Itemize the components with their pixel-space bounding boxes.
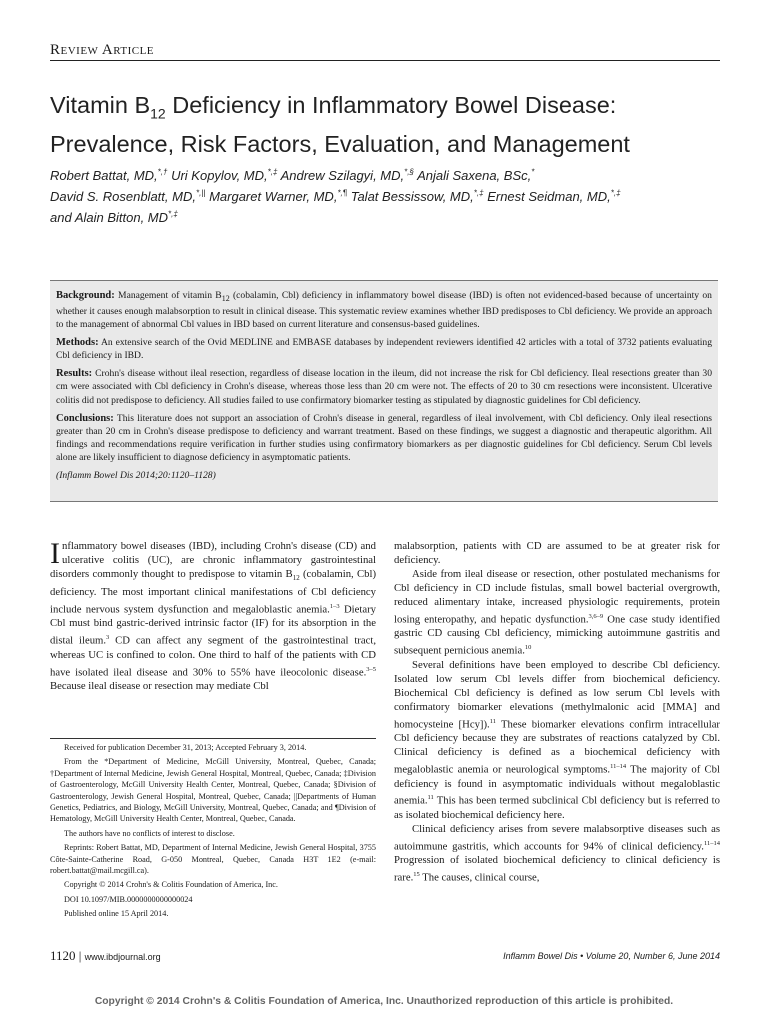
- author: Anjali Saxena, BSc,*: [417, 168, 535, 184]
- footer-divider: |: [78, 948, 82, 963]
- footnote-doi: DOI 10.1097/MIB.0000000000000024: [64, 894, 193, 904]
- footnote-affiliations: From the *Department of Medicine, McGill University, Montreal, Quebec, Canada; †Department of Internal Medicine, Jewish General Hospital, Montreal, Quebec, Canada; ‡Division of Gastroenterology, McGill University Health Center, Montreal, Quebec, Canada; §Division of Gastroenterology, Jewish General Hospital, Montreal, Quebec, Canada; ||Departments of Human Genetics, Pediatrics, and Biology, McGill University, Montreal, Quebec, Canada; and ¶Division of Hematology, McGill University Health Center, Montreal, Quebec, Canada.: [50, 757, 376, 824]
- drop-cap: I: [50, 537, 60, 570]
- body-column-left: [50, 537, 377, 694]
- author: David S. Rosenblatt, MD,*,||: [50, 188, 206, 205]
- footnote-published: Published online 15 April 2014.: [64, 909, 169, 919]
- author-list: [50, 164, 730, 226]
- intro-paragraph: Inflammatory bowel diseases (IBD), including Crohn's disease (CD) and ulcerative colitis (UC), are chronic inflammatory gastrointestinal disorders commonly thought to predispose to vitamin $B_{12}$ (cobalamin, Cbl) deficiency. The most important clinical manifestations of Cbl deficiency include nervous system dysfunction and megaloblastic anemia.$^{1-3}$ Dietary Cbl must bind gastric-derived intrinsic factor (IF) for its absorption in the distal ileum.$^3$ CD can affect any segment of the gastrointestinal tract, whereas UC is confined to colon. One third to half of the patients with CD have isolated ileal disease and 30% to 55% have ileocolonic disease.$^{3-5}$ Because ileal disease or resection may mediate Cbl: [50, 537, 377, 693]
- author: Uri Kopylov, MD,*,‡: [171, 168, 278, 184]
- footnote-copyright: Copyright © 2014 Crohn's & Colitis Foundation of America, Inc.: [64, 880, 278, 890]
- footnote-rule: [50, 738, 376, 739]
- body-paragraph: malabsorption, patients with CD are assumed to be at greater risk for deficiency.: [394, 540, 720, 566]
- page-number: 1120: [50, 948, 76, 963]
- abstract-background: Background: Management of vitamin $B_{12}$ (cobalamin, Cbl) deficiency in inflammatory bowel disease (IBD) is often not evidenced-based because of uncertainty on whether it causes enough malabsorption to result in clinical disease. This systematic review examines whether IBD predisposes to Cbl deficiency. We provide an approach to the management of abnormal Cbl values in IBD based on current literature and consensus-based guidelines.: [56, 290, 712, 331]
- abstract-conclusions: Conclusions: This literature does not support an association of Crohn's disease in general, regardless of ileal involvement, with Cbl deficiency. Only ileal resections greater than 20 cm in Crohn's disease predispose to deficiency and warrant treatment. Based on these findings, we suggest a diagnostic and therapeutic algorithm. All findings and recommendations require verification in further studies using confirmatory biomarkers as per diagnostic guidelines for Cbl deficiency. Serum Cbl levels alone are likely insufficient to diagnose deficiency in asymptomatic patients.: [56, 412, 712, 463]
- author: and Alain Bitton, MD*,‡: [50, 209, 178, 225]
- author: Robert Battat, MD,*,†: [50, 168, 168, 184]
- footnotes: [50, 742, 376, 923]
- journal-url[interactable]: www.ibdjournal.org: [84, 952, 161, 962]
- abstract-box: [50, 280, 718, 502]
- author: Margaret Warner, MD,*,¶: [209, 188, 348, 205]
- copyright-notice: Copyright © 2014 Crohn's & Colitis Foundation of America, Inc. Unauthorized reproduction of this article is prohibited.: [94, 996, 674, 1007]
- section-label: Review Article: [50, 42, 155, 58]
- body-paragraph: Several definitions have been employed to describe Cbl deficiency. Isolated low serum Cbl levels differ from biochemical deficiency. Biochemical Cbl deficiency is defined as low serum Cbl levels with confirmatory biomarker elevations (methylmalonic acid [MMA] and homocysteine [Hcy]).$^{11}$ These biomarker elevations confirm intracellular Cbl deficiency because they are substrates of reactions catalyzed by Cbl. Clinical deficiency is defined as a biochemical deficiency with megaloblastic anemia or neurological symptoms.$^{11-14}$ The majority of Cbl deficiency is found in asymptomatic individuals without megaloblastic anemia.$^{11}$ This has been termed subclinical Cbl deficiency but is referred to as isolated biochemical deficiency here.: [394, 658, 720, 821]
- body-paragraph: Aside from ileal disease or resection, other postulated mechanisms for Cbl deficiency in CD include fistulas, small bowel bacterial overgrowth, reduced alimentary intake, increased physiologic requirements, protein losing enteropathy, and hepatic dysfunction.$^{3,6-9}$ One case study identified gastric CD causing Cbl deficiency, mimicking autoimmune gastritis and subsequent pernicious anemia.$^{10}$: [394, 567, 720, 657]
- abstract-citation: (Inflamm Bowel Dis 2014;20:1120–1128): [56, 470, 216, 482]
- body-column-right: [394, 540, 720, 886]
- footnote-conflicts: The authors have no conflicts of interest to disclose.: [64, 828, 235, 838]
- page-footer-left: [50, 948, 161, 964]
- header-rule: [50, 60, 720, 61]
- body-paragraph: Clinical deficiency arises from severe malabsorptive diseases such as autoimmune gastritis, which accounts for 94% of clinical deficiency.$^{11-14}$ Progression of isolated biochemical deficiency to clinical deficiency is rare.$^{15}$ The causes, clinical course,: [394, 822, 720, 884]
- abstract-methods: Methods: An extensive search of the Ovid MEDLINE and EMBASE databases by independent reviewers identified 42 articles with a total of 3732 patients evaluating Cbl deficiency in IBD.: [56, 337, 712, 362]
- article-title: Vitamin $B_{12}$ Deficiency in Inflammatory Bowel Disease: Prevalence, Risk Factors, Evaluation, and Management: [50, 92, 630, 157]
- footnote-received: Received for publication December 31, 2013; Accepted February 3, 2014.: [64, 743, 307, 752]
- author: Talat Bessissow, MD,*,‡: [350, 188, 484, 205]
- journal-issue: Inflamm Bowel Dis • Volume 20, Number 6, June 2014: [503, 951, 720, 961]
- abstract-results: Results: Crohn's disease without ileal resection, regardless of disease location in the ileum, did not increase the risk for Cbl deficiency. Ileal resections greater than 30 cm were associated with Cbl deficiency in Crohn's disease, whereas those less than 20 cm were not. The effects of 20 to 30 cm resections were inconsistent. Ulcerative colitis did not predispose to deficiency. All studies failed to use confirmatory biomarker testing as stipulated by diagnostic guidelines for Cbl deficiency.: [56, 368, 712, 406]
- author: Ernest Seidman, MD,*,‡: [487, 188, 621, 205]
- author: Andrew Szilagyi, MD,*,§: [280, 168, 414, 184]
- footnote-reprints: Reprints: Robert Battat, MD, Department of Internal Medicine, Jewish General Hospital, 3755 Côte-Sainte-Catherine Road, G-050 Montreal, Quebec, Canada H3T 1E2 (e-mail: robert.battat@mail.mcgill.ca).: [50, 843, 376, 876]
